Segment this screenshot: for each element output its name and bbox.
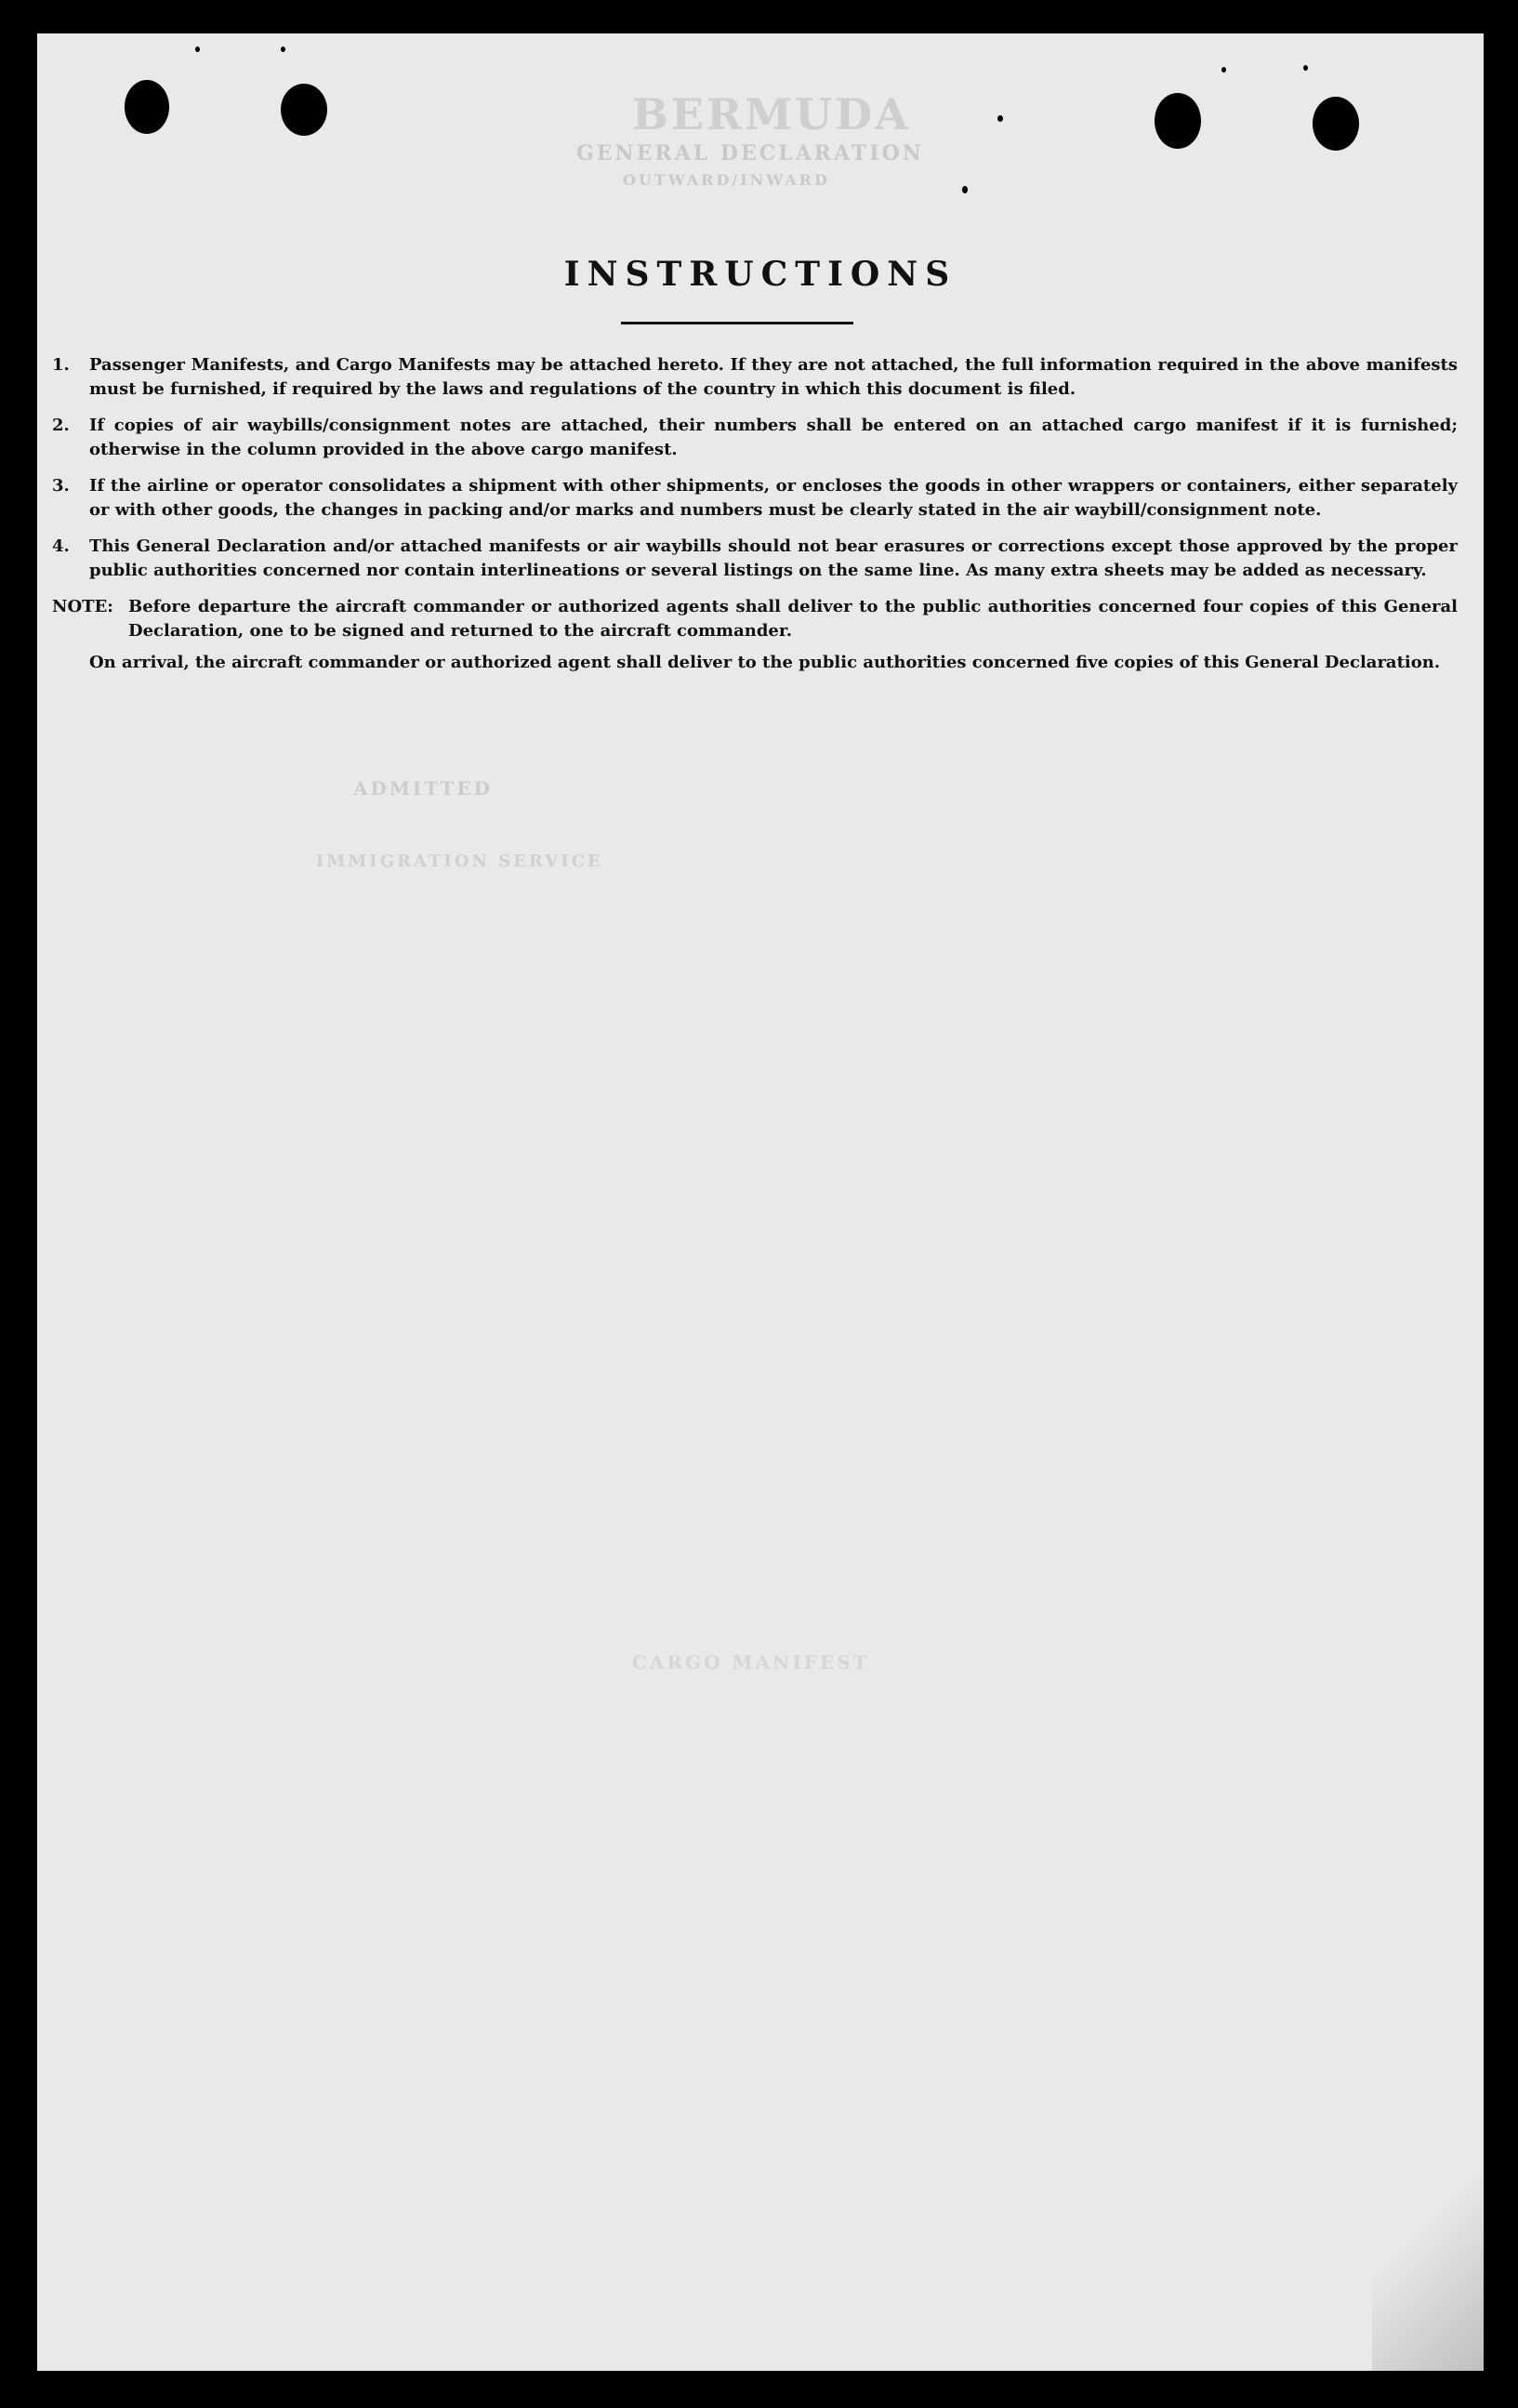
instruction-item xyxy=(52,414,1458,462)
instruction-item xyxy=(52,353,1458,402)
bleed-through-text: ADMITTED xyxy=(353,777,493,800)
title-underline xyxy=(621,322,853,324)
bleed-through-text: IMMIGRATION SERVICE xyxy=(316,852,603,871)
speck xyxy=(1303,65,1308,71)
item-number: 3. xyxy=(52,476,70,496)
bleed-through-text: CARGO MANIFEST xyxy=(632,1651,870,1674)
speck xyxy=(997,115,1003,122)
note-paragraph-departure: Before departure the aircraft commander or authorized agents shall deliver to the public authorities concerned four copies of this General Declaration, one to be signed and returned to the aircraft commander. xyxy=(128,597,1458,641)
speck xyxy=(1221,67,1226,73)
punch-hole-right-2 xyxy=(1313,97,1359,151)
item-text: This General Declaration and/or attached manifests or air waybills should not bear erasures or corrections except those approved by the proper public authorities concerned nor contain interlineations or several listings on the same line. As many extra sheets may be added as necessary. xyxy=(89,536,1458,580)
punch-hole-right-1 xyxy=(1155,93,1201,149)
speck xyxy=(962,186,968,193)
speck xyxy=(281,46,285,52)
speck xyxy=(195,46,200,52)
note-body xyxy=(128,595,1458,651)
page-title: INSTRUCTIONS xyxy=(563,255,957,294)
note-label: NOTE: xyxy=(52,597,113,616)
item-text: If the airline or operator consolidates a shipment with other shipments, or encloses the goods in other wrappers or containers, either separately or with other goods, the changes in packing and/or marks and numbers must be clearly stated in the air waybill/consignment note. xyxy=(89,476,1458,520)
instruction-item xyxy=(52,474,1458,523)
item-text: Passenger Manifests, and Cargo Manifests may be attached hereto. If they are not attached, the full information required in the above manifests must be furnished, if required by the laws and regulations of the country in which this document is filed. xyxy=(89,355,1458,399)
item-number: 2. xyxy=(52,416,70,435)
item-text: If copies of air waybills/consignment notes are attached, their numbers shall be entered on an attached cargo manifest if it is furnished; otherwise in the column provided in the above cargo manifest. xyxy=(89,416,1458,459)
instructions-list xyxy=(52,353,1458,682)
instruction-item xyxy=(52,535,1458,583)
punch-hole-left-2 xyxy=(281,84,327,136)
bleed-through-text: GENERAL DECLARATION xyxy=(576,141,924,165)
document-page xyxy=(37,33,1484,2371)
bleed-through-text: OUTWARD/INWARD xyxy=(623,171,830,189)
item-number: 1. xyxy=(52,355,70,375)
item-number: 4. xyxy=(52,536,70,556)
note-block xyxy=(52,595,1458,651)
note-body-continued xyxy=(52,651,1458,675)
note-paragraph-arrival: On arrival, the aircraft commander or authorized agent shall deliver to the public authorities concerned five copies of this General Declaration. xyxy=(89,653,1441,672)
bleed-through-text: BERMUDA xyxy=(632,89,911,139)
punch-hole-left-1 xyxy=(125,80,169,134)
